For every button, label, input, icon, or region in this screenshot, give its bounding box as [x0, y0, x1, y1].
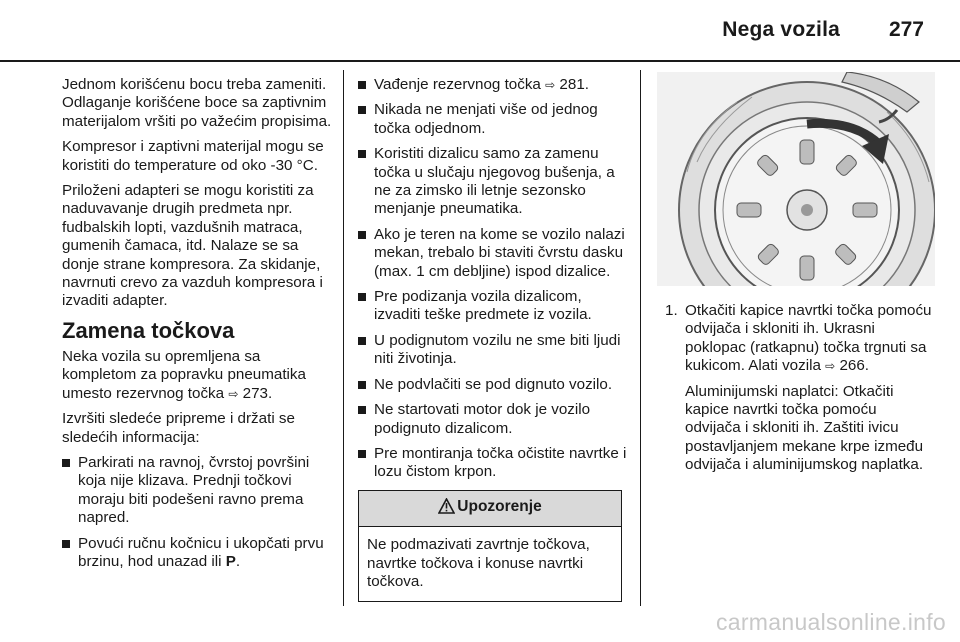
- list-item: [358, 226, 630, 281]
- list-item: [358, 445, 630, 482]
- warning-header: [359, 491, 621, 527]
- cross-reference-link[interactable]: 266.: [839, 357, 869, 375]
- gear-position-label: P: [225, 552, 236, 570]
- wheel-cover-removal-illustration: [657, 72, 935, 286]
- bullet-square-icon: [62, 459, 70, 467]
- bullet-square-icon: [358, 231, 366, 239]
- intro-text: Neka vozila su opremljena sa kompletom za popravku pneumatika umesto rezervnog točka: [62, 347, 306, 402]
- list-item-end: .: [235, 552, 241, 570]
- bullet-square-icon: [358, 150, 366, 158]
- step-text-paragraph: [685, 302, 933, 376]
- paragraph: Jednom korišćenu bocu treba zameniti. Odlaganje korišćene boce sa zaptivnim materijalom vršiti po važećim propisima.: [62, 76, 332, 130]
- prep-paragraph: Izvršiti sledeće pripreme i držati se sledećih informacija:: [62, 410, 295, 446]
- bullet-square-icon: [62, 540, 70, 548]
- column-divider: [343, 70, 344, 606]
- list-item: [358, 101, 630, 138]
- column-3: [665, 302, 933, 482]
- list-item-text: Nikada ne menjati više od jednog točka odjednom.: [374, 101, 598, 137]
- warning-title: Upozorenje: [457, 497, 542, 515]
- bullet-square-icon: [358, 381, 366, 389]
- bullet-square-icon: [358, 106, 366, 114]
- bullet-square-icon: [358, 337, 366, 345]
- list-item: [358, 145, 630, 219]
- list-item-text: Koristiti dizalicu samo za zamenu točka u slučaju njegovog bušenja, a ne za zimsko ili letnje sezonsko menjanje pneumatika.: [374, 145, 615, 218]
- cross-reference-icon: ⇨: [545, 78, 556, 92]
- bullet-square-icon: [358, 406, 366, 414]
- column-1: [62, 76, 332, 578]
- list-item: [62, 535, 332, 572]
- list-item: [358, 332, 630, 369]
- list-item-text: Parkirati na ravnoj, čvrstoj površini koja nije klizava. Prednji točkovi moraju biti podešeni ravno prema napred.: [78, 453, 310, 527]
- instruction-step: [665, 302, 933, 475]
- section-heading: Zamena točkova: [62, 317, 235, 343]
- list-item-text: U podignutom vozilu ne sme biti ljudi niti životinja.: [374, 331, 621, 368]
- list-item: [62, 454, 332, 528]
- column-divider: [640, 70, 641, 606]
- list-item-text: Pre podizanja vozila dizalicom, izvaditi teške predmete iz vozila.: [374, 288, 592, 324]
- list-item: [358, 288, 630, 325]
- bullet-square-icon: [358, 81, 366, 89]
- bullet-list: [358, 76, 630, 482]
- bullet-list: [62, 454, 332, 571]
- page-number: 277: [888, 18, 924, 41]
- warning-triangle-icon: [438, 498, 455, 519]
- list-item-text: Pre montiranja točka očistite navrtke i lozu čistom krpon.: [374, 444, 627, 481]
- cross-reference-link[interactable]: 273.: [242, 384, 273, 402]
- list-item-text: Ako je teren na kome se vozilo nalazi mekan, trebalo bi staviti čvrstu dasku (max. 1 cm debljine) ispod dizalice.: [374, 225, 625, 280]
- paragraph: Kompresor i zaptivni materijal mogu se koristiti do temperature od oko -30 °C.: [62, 138, 324, 174]
- bullet-square-icon: [358, 293, 366, 301]
- step-text: Otkačiti kapice navrtki točka pomoću odvijača i skloniti ih. Ukrasni poklopac (ratkapnu) točka trgnuti sa kukicom. Alati vozila: [685, 302, 932, 375]
- step-note: Aluminijumski naplatci: Otkačiti kapice navrtki točka pomoću odvijača i skloniti ih. Zaštiti ivicu postavljanjem mekane krpe između odvijača i aluminijumskog naplatka.: [685, 382, 924, 474]
- header-title: Nega vozila: [722, 18, 840, 41]
- cross-reference-icon: ⇨: [228, 386, 239, 401]
- list-item: [358, 76, 630, 94]
- step-number: 1.: [665, 302, 678, 319]
- column-2: [358, 76, 630, 602]
- cross-reference-link[interactable]: 281.: [559, 76, 589, 93]
- list-item-text: Vađenje rezervnog točka: [374, 76, 541, 93]
- list-item: [358, 401, 630, 438]
- header-divider: [0, 60, 960, 62]
- list-item-text: Povući ručnu kočnicu i ukopčati prvu brzinu, hod unazad ili: [78, 534, 324, 570]
- list-item-text: Ne podvlačiti se pod dignuto vozilo.: [374, 375, 613, 393]
- cross-reference-icon: ⇨: [825, 359, 836, 374]
- list-item-text: Ne startovati motor dok je vozilo podignuto dizalicom.: [374, 401, 591, 437]
- bullet-square-icon: [358, 450, 366, 458]
- paragraph: Priloženi adapteri se mogu koristiti za naduvavanje drugih predmeta npr. fudbalskih lopti, vazdušnih matraca, gumenih čamaca, itd. Nalaze se sa donje strane kompresora. Za skidanje, navrnuti crevo za vazduh kompresora i izvaditi adapter.: [62, 182, 323, 310]
- list-item: [358, 376, 630, 394]
- warning-box: [358, 490, 622, 603]
- intro-paragraph: [62, 348, 332, 403]
- watermark: carmanualsonline.info: [715, 609, 946, 635]
- warning-text: Ne podmazivati zavrtnje točkova, navrtke točkova i konuse navrtki točkova.: [367, 536, 590, 590]
